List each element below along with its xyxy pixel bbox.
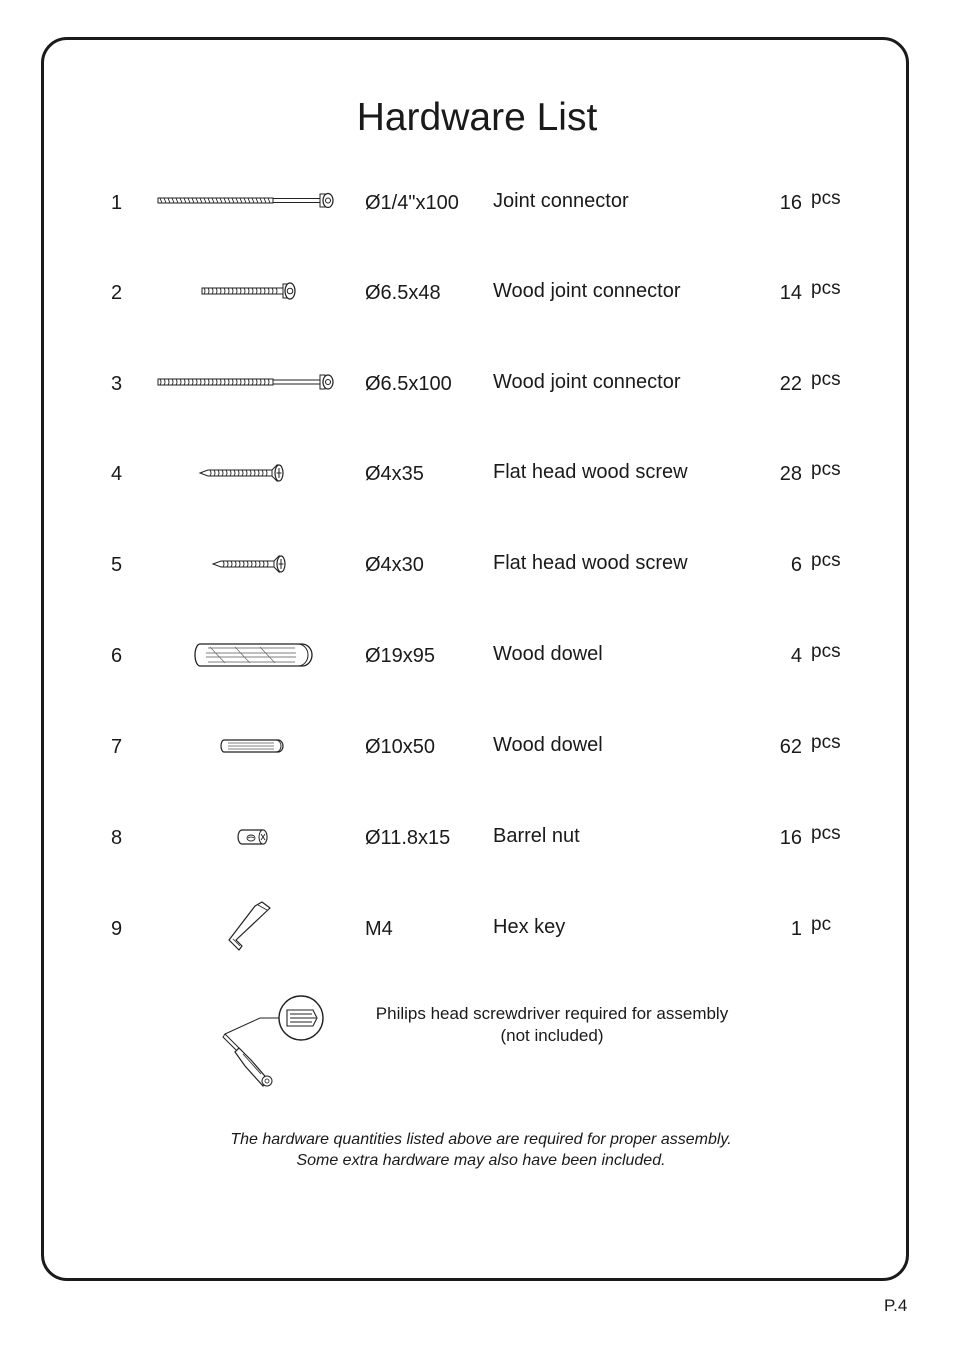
hardware-row: [0, 182, 954, 222]
item-unit: pcs: [811, 823, 841, 844]
item-unit: pcs: [811, 459, 841, 480]
item-size: M4: [365, 918, 393, 940]
item-quantity: 1: [790, 918, 802, 940]
screwdriver-note: [352, 1003, 752, 1047]
page-number: P.4: [884, 1296, 908, 1315]
footnote-line1: The hardware quantities listed above are required for proper assembly.: [230, 1131, 732, 1148]
item-description: Barrel nut: [493, 825, 580, 847]
item-number: 6: [111, 645, 123, 667]
item-description: Flat head wood screw: [493, 461, 688, 483]
item-quantity: 16: [779, 827, 802, 849]
hardware-row: [0, 908, 954, 948]
item-description: Joint connector: [493, 190, 629, 212]
hardware-row: [0, 272, 954, 312]
hardware-row: [0, 726, 954, 766]
item-size: Ø4x30: [365, 554, 424, 576]
item-size: Ø4x35: [365, 463, 424, 485]
hex-key-icon: [150, 900, 345, 956]
item-description: Wood dowel: [493, 734, 603, 756]
item-unit: pcs: [811, 369, 841, 390]
item-quantity: 28: [779, 463, 802, 485]
wood-screw-icon: [150, 453, 345, 493]
item-size: Ø6.5x100: [365, 373, 452, 395]
small-dowel-icon: [150, 726, 345, 766]
item-number: 1: [111, 192, 123, 214]
item-unit: pcs: [811, 732, 841, 753]
item-size: Ø10x50: [365, 736, 436, 758]
item-description: Hex key: [493, 916, 566, 938]
item-quantity: 16: [779, 192, 802, 214]
screwdriver-note-line1: Philips head screwdriver required for assembly: [375, 1004, 729, 1023]
long-bolt-icon: [150, 182, 345, 222]
item-quantity: 14: [779, 282, 802, 304]
item-description: Wood joint connector: [493, 371, 681, 393]
short-bolt-icon: [150, 272, 345, 312]
phillips-screwdriver-icon: [215, 990, 335, 1090]
item-number: 4: [111, 463, 123, 485]
hardware-row: [0, 817, 954, 857]
wood-screw-icon: [150, 544, 345, 584]
footnote-line2: Some extra hardware may also have been included.: [296, 1152, 666, 1169]
large-dowel-icon: [150, 635, 345, 675]
item-description: Flat head wood screw: [493, 552, 688, 574]
item-unit: pcs: [811, 188, 841, 209]
item-quantity: 62: [779, 736, 802, 758]
item-number: 3: [111, 373, 123, 395]
item-number: 9: [111, 918, 123, 940]
item-unit: pc: [811, 914, 832, 935]
item-number: 8: [111, 827, 123, 849]
item-number: 5: [111, 554, 123, 576]
item-unit: pcs: [811, 641, 841, 662]
item-description: Wood joint connector: [493, 280, 681, 302]
item-unit: pcs: [811, 278, 841, 299]
item-number: 7: [111, 736, 123, 758]
item-size: Ø6.5x48: [365, 282, 441, 304]
item-quantity: 22: [779, 373, 802, 395]
item-number: 2: [111, 282, 123, 304]
item-description: Wood dowel: [493, 643, 603, 665]
item-unit: pcs: [811, 550, 841, 571]
page-title: Hardware List: [356, 96, 598, 139]
footnote: [0, 1129, 954, 1171]
item-size: Ø1/4"x100: [365, 192, 459, 214]
hardware-row: [0, 544, 954, 584]
item-size: Ø19x95: [365, 645, 436, 667]
long-bolt-icon: [150, 363, 345, 403]
screwdriver-note-line2: (not included): [500, 1026, 604, 1045]
hardware-row: [0, 635, 954, 675]
item-quantity: 6: [790, 554, 802, 576]
hardware-row: [0, 453, 954, 493]
item-size: Ø11.8x15: [365, 827, 451, 849]
hardware-row: [0, 363, 954, 403]
barrel-nut-icon: [150, 817, 345, 857]
item-quantity: 4: [790, 645, 802, 667]
